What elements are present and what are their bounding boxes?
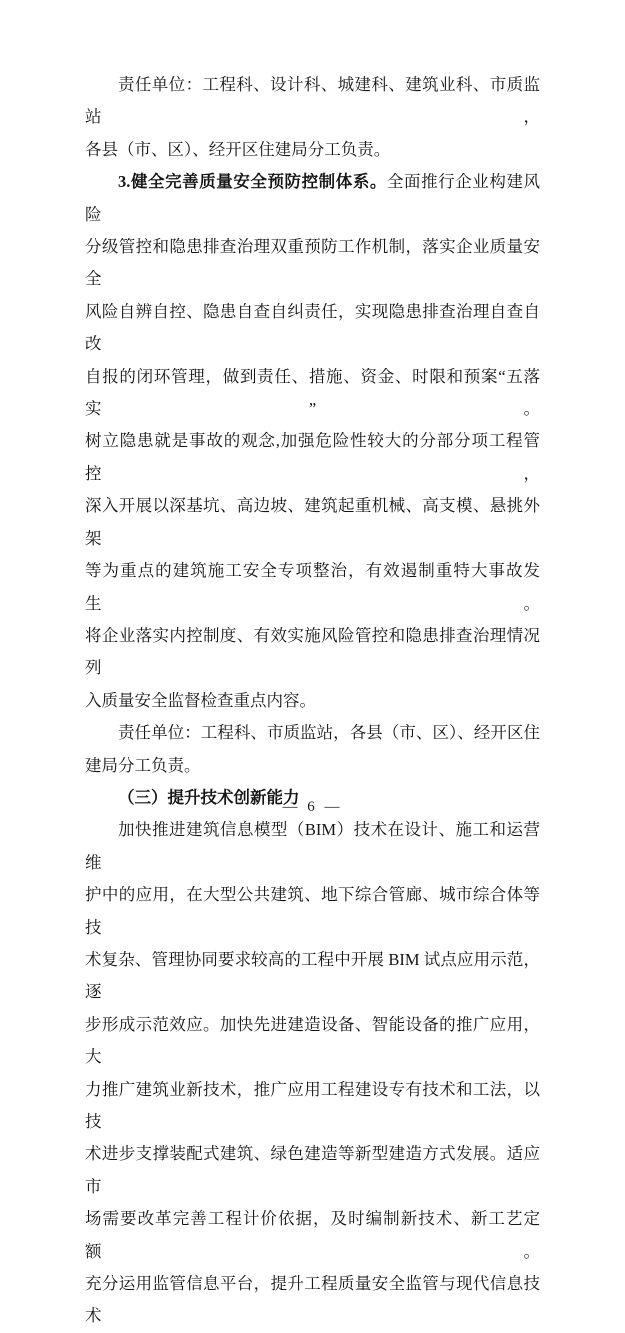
text-line bbox=[85, 1268, 540, 1333]
page-footer bbox=[0, 799, 625, 816]
text-run: 加快推进建筑信息模型（BIM）技术在设计、施工和运营维 bbox=[85, 820, 540, 872]
text-line bbox=[85, 620, 540, 685]
text-line bbox=[85, 1009, 540, 1074]
text-run: 各县（市、区）、经开区住建局分工负责。 bbox=[85, 139, 391, 159]
text-run: 术复杂、管理协同要求较高的工程中开展 BIM 试点应用示范，逐 bbox=[85, 949, 540, 1002]
text-run: 步形成示范效应。加快先进建造设备、智能设备的推广应用，大 bbox=[85, 1014, 540, 1067]
text-line bbox=[85, 1203, 540, 1268]
text-run: 树立隐患就是事故的观念,加强危险性较大的分部分项工程管控， bbox=[85, 431, 540, 483]
text-run: 风险自辨自控、隐患自查自纠责任，实现隐患排查治理自查自改 bbox=[85, 301, 540, 354]
text-line bbox=[85, 490, 540, 555]
text-line bbox=[85, 879, 540, 944]
text-line bbox=[85, 166, 540, 231]
text-line bbox=[85, 231, 540, 296]
text-line bbox=[85, 814, 540, 879]
text-line bbox=[85, 425, 540, 490]
text-run: 护中的应用，在大型公共建筑、地下综合管廊、城市综合体等技 bbox=[85, 885, 540, 937]
text-line bbox=[85, 685, 540, 717]
document-body bbox=[85, 69, 540, 1333]
text-run: 深入开展以深基坑、高边坡、建筑起重机械、高支模、悬挑外架 bbox=[85, 496, 540, 548]
page-number: — 6 — bbox=[282, 799, 343, 815]
text-line bbox=[85, 944, 540, 1009]
text-line bbox=[85, 1138, 540, 1203]
paragraph bbox=[85, 166, 540, 717]
text-line bbox=[85, 717, 540, 749]
text-line bbox=[85, 555, 540, 620]
text-line bbox=[85, 69, 540, 134]
text-run: 责任单位：工程科、设计科、城建科、建筑业科、市质监站， bbox=[85, 75, 540, 127]
text-run: 力推广建筑业新技术，推广应用工程建设专有技术和工法，以技 bbox=[85, 1079, 540, 1131]
paragraph bbox=[85, 69, 540, 166]
bold-run: 3.健全完善质量安全预防控制体系。 bbox=[118, 172, 387, 192]
text-run: 充分运用监管信息平台，提升工程质量安全监管与现代信息技术 bbox=[85, 1274, 540, 1326]
text-line bbox=[85, 296, 540, 361]
text-run: 全面推行企业构建风险 bbox=[85, 172, 541, 224]
bold-run: （三）提升技术创新能力 bbox=[118, 787, 300, 807]
text-run: 分级管控和隐患排查治理双重预防工作机制，落实企业质量安全 bbox=[85, 237, 540, 289]
text-run: 入质量安全监督检查重点内容。 bbox=[85, 690, 316, 710]
text-run: 责任单位：工程科、市质监站，各县（市、区）、经开区住 bbox=[118, 723, 540, 743]
text-line bbox=[85, 134, 540, 166]
text-run: 场需要改革完善工程计价依据，及时编制新技术、新工艺定额。 bbox=[85, 1209, 540, 1261]
text-line bbox=[85, 361, 540, 426]
paragraph bbox=[85, 814, 540, 1333]
text-run: 建局分工负责。 bbox=[85, 755, 201, 775]
text-run: 将企业落实内控制度、有效实施风险管控和隐患排查治理情况列 bbox=[85, 625, 540, 678]
text-line bbox=[85, 1074, 540, 1139]
text-line bbox=[85, 750, 540, 782]
paragraph bbox=[85, 717, 540, 782]
text-run: 等为重点的建筑施工安全专项整治，有效遏制重特大事故发生。 bbox=[85, 561, 540, 613]
text-run: 自报的闭环管理，做到责任、措施、资金、时限和预案“五落实”。 bbox=[85, 366, 540, 419]
text-run: 术进步支撑装配式建筑、绿色建造等新型建造方式发展。适应市 bbox=[85, 1144, 540, 1196]
